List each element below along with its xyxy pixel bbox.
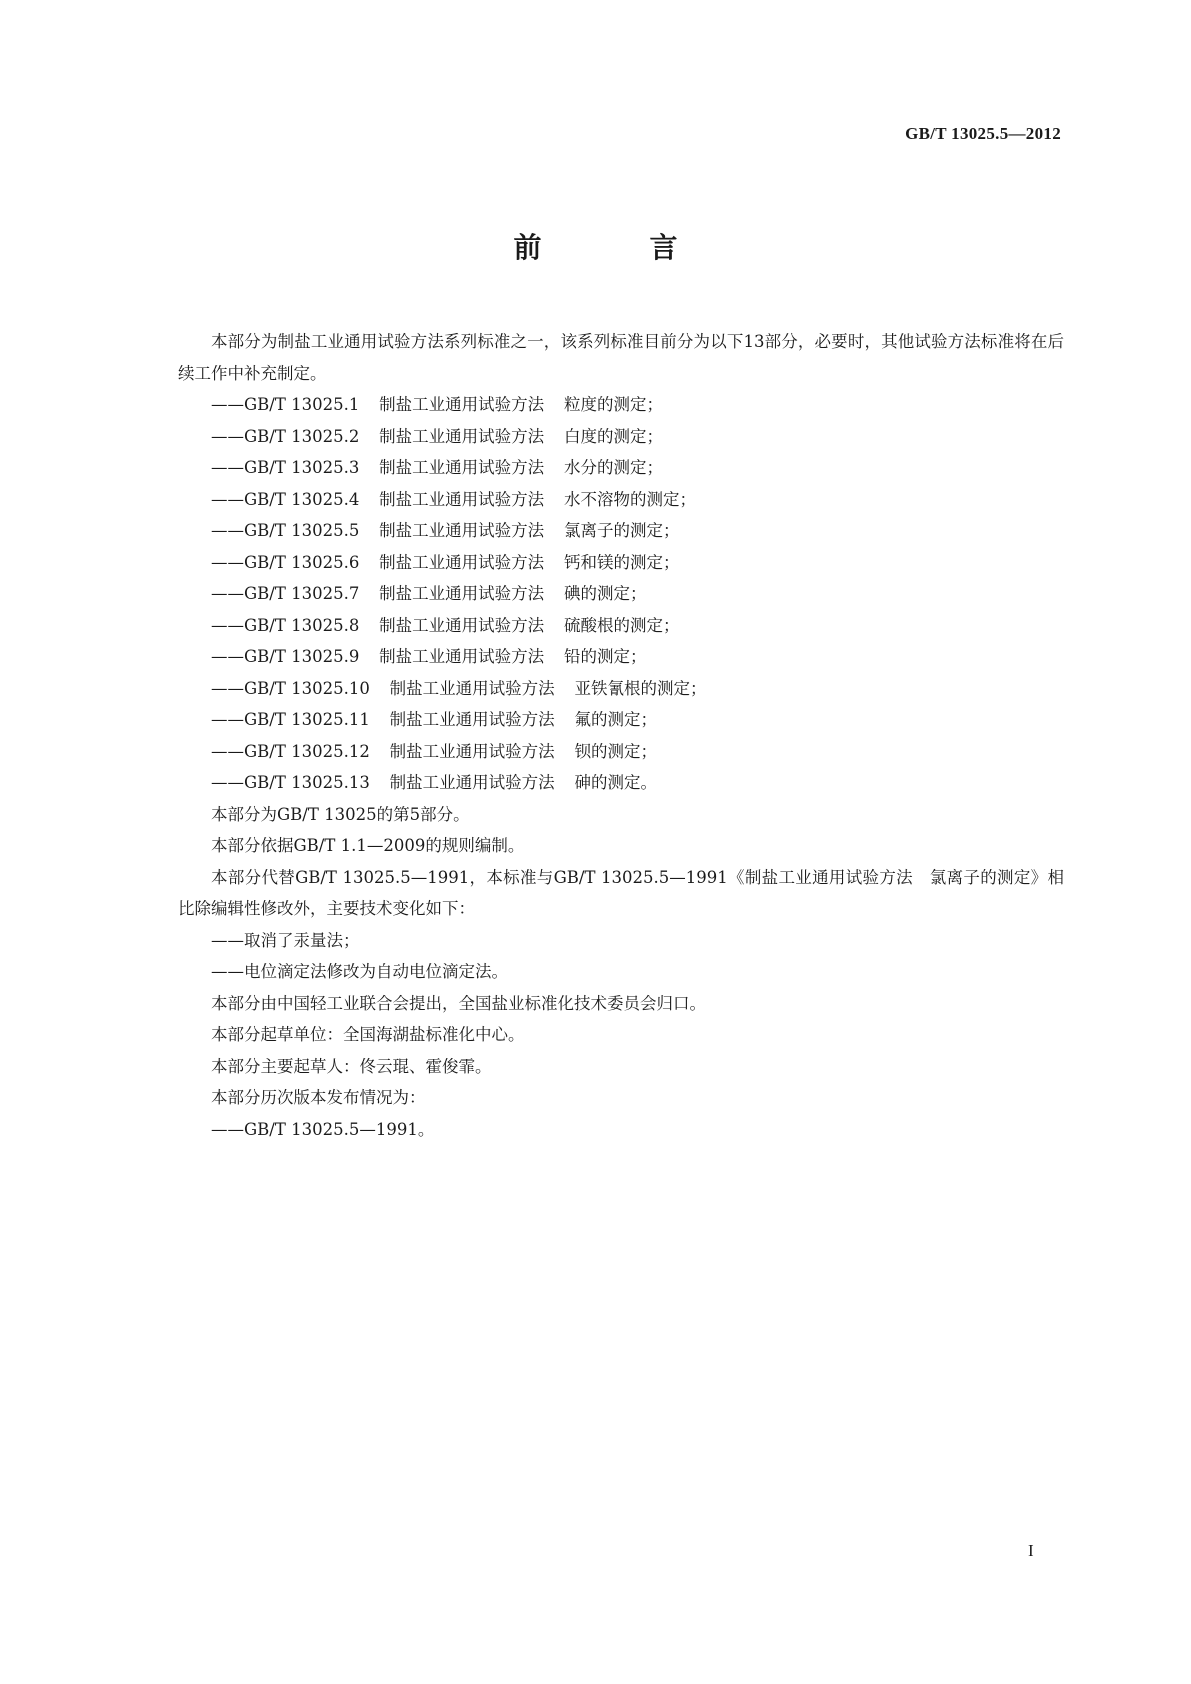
page-title: 前 言 — [513, 231, 718, 264]
part-code: ——GB/T 13025.5 — [211, 521, 360, 540]
part-name: 制盐工业通用试验方法 — [389, 741, 555, 761]
part-item: 白度的测定； — [563, 426, 663, 446]
part-item: 碘的测定； — [563, 584, 647, 603]
part-name: 制盐工业通用试验方法 — [379, 552, 545, 572]
part-item: 砷的测定。 — [574, 773, 657, 792]
page-number: I — [1028, 1541, 1034, 1560]
list-item: ——GB/T 13025.5—1991。 — [211, 1119, 435, 1139]
part-item: 铅的测定； — [563, 647, 647, 666]
document-body — [178, 326, 1064, 1145]
list-item — [178, 736, 1064, 768]
list-item — [178, 421, 1064, 453]
part-code: ——GB/T 13025.12 — [211, 741, 370, 761]
drafters-paragraph: 本部分主要起草人：佟云琨、霍俊霏。 — [211, 1056, 492, 1076]
part-name: 制盐工业通用试验方法 — [389, 710, 555, 729]
part-code: ——GB/T 13025.13 — [211, 773, 370, 792]
standard-code: GB/T 13025.5—2012 — [905, 124, 1061, 143]
history-list — [178, 1114, 1064, 1146]
part-name: 制盐工业通用试验方法 — [379, 489, 545, 509]
list-item — [178, 641, 1064, 673]
part-name: 制盐工业通用试验方法 — [379, 426, 545, 446]
list-item — [178, 767, 1064, 799]
part-code: ——GB/T 13025.11 — [211, 710, 370, 729]
replacement-paragraph: 本部分代替GB/T 13025.5—1991，本标准与GB/T 13025.5—1991《制盐工业通用试验方法 氯离子的测定》相比除编辑性修改外，主要技术变化如下： — [178, 867, 1064, 918]
part-item: 硫酸根的测定； — [563, 615, 680, 635]
list-item — [178, 452, 1064, 484]
list-item: ——取消了汞量法； — [211, 930, 360, 950]
list-item — [178, 547, 1064, 579]
part-item: 钡的测定； — [574, 741, 657, 761]
part-code: ——GB/T 13025.10 — [211, 678, 370, 698]
parts-list — [178, 389, 1064, 799]
part-item: 水不溶物的测定； — [563, 489, 696, 509]
list-item — [178, 515, 1064, 547]
part-name: 制盐工业通用试验方法 — [379, 647, 545, 666]
part-item: 钙和镁的测定； — [563, 552, 680, 572]
part-code: ——GB/T 13025.6 — [211, 552, 360, 572]
list-item: ——电位滴定法修改为自动电位滴定法。 — [211, 962, 508, 981]
part-code: ——GB/T 13025.4 — [211, 489, 360, 509]
history-heading: 本部分历次版本发布情况为： — [211, 1088, 426, 1107]
part-code: ——GB/T 13025.9 — [211, 647, 360, 666]
drafting-rule: 本部分依据GB/T 1.1—2009的规则编制。 — [211, 836, 525, 855]
part-item: 粒度的测定； — [563, 395, 663, 414]
part-name: 制盐工业通用试验方法 — [379, 395, 545, 414]
part-code: ——GB/T 13025.1 — [211, 395, 360, 414]
part-item: 氯离子的测定； — [563, 521, 680, 540]
drafting-unit-paragraph: 本部分起草单位：全国海湖盐标准化中心。 — [211, 1025, 525, 1044]
part-name: 制盐工业通用试验方法 — [379, 521, 545, 540]
part-name: 制盐工业通用试验方法 — [379, 584, 545, 603]
part-code: ——GB/T 13025.8 — [211, 615, 360, 635]
list-item — [178, 389, 1064, 421]
part-statement: 本部分为GB/T 13025的第5部分。 — [211, 804, 470, 824]
part-name: 制盐工业通用试验方法 — [389, 773, 555, 792]
part-code: ——GB/T 13025.2 — [211, 426, 360, 446]
proposer-paragraph: 本部分由中国轻工业联合会提出，全国盐业标准化技术委员会归口。 — [211, 993, 706, 1013]
intro-paragraph: 本部分为制盐工业通用试验方法系列标准之一，该系列标准目前分为以下13部分，必要时，其他试验方法标准将在后续工作中补充制定。 — [178, 332, 1064, 383]
part-item: 亚铁氰根的测定； — [574, 678, 707, 698]
part-code: ——GB/T 13025.7 — [211, 584, 360, 603]
list-item — [178, 610, 1064, 642]
changes-list — [178, 925, 1064, 988]
part-name: 制盐工业通用试验方法 — [379, 458, 545, 477]
part-item: 氟的测定； — [574, 710, 657, 729]
part-code: ——GB/T 13025.3 — [211, 458, 360, 477]
list-item — [178, 673, 1064, 705]
part-name: 制盐工业通用试验方法 — [389, 678, 555, 698]
list-item — [178, 484, 1064, 516]
list-item — [178, 704, 1064, 736]
part-name: 制盐工业通用试验方法 — [379, 615, 545, 635]
part-item: 水分的测定； — [563, 458, 663, 477]
list-item — [178, 578, 1064, 610]
